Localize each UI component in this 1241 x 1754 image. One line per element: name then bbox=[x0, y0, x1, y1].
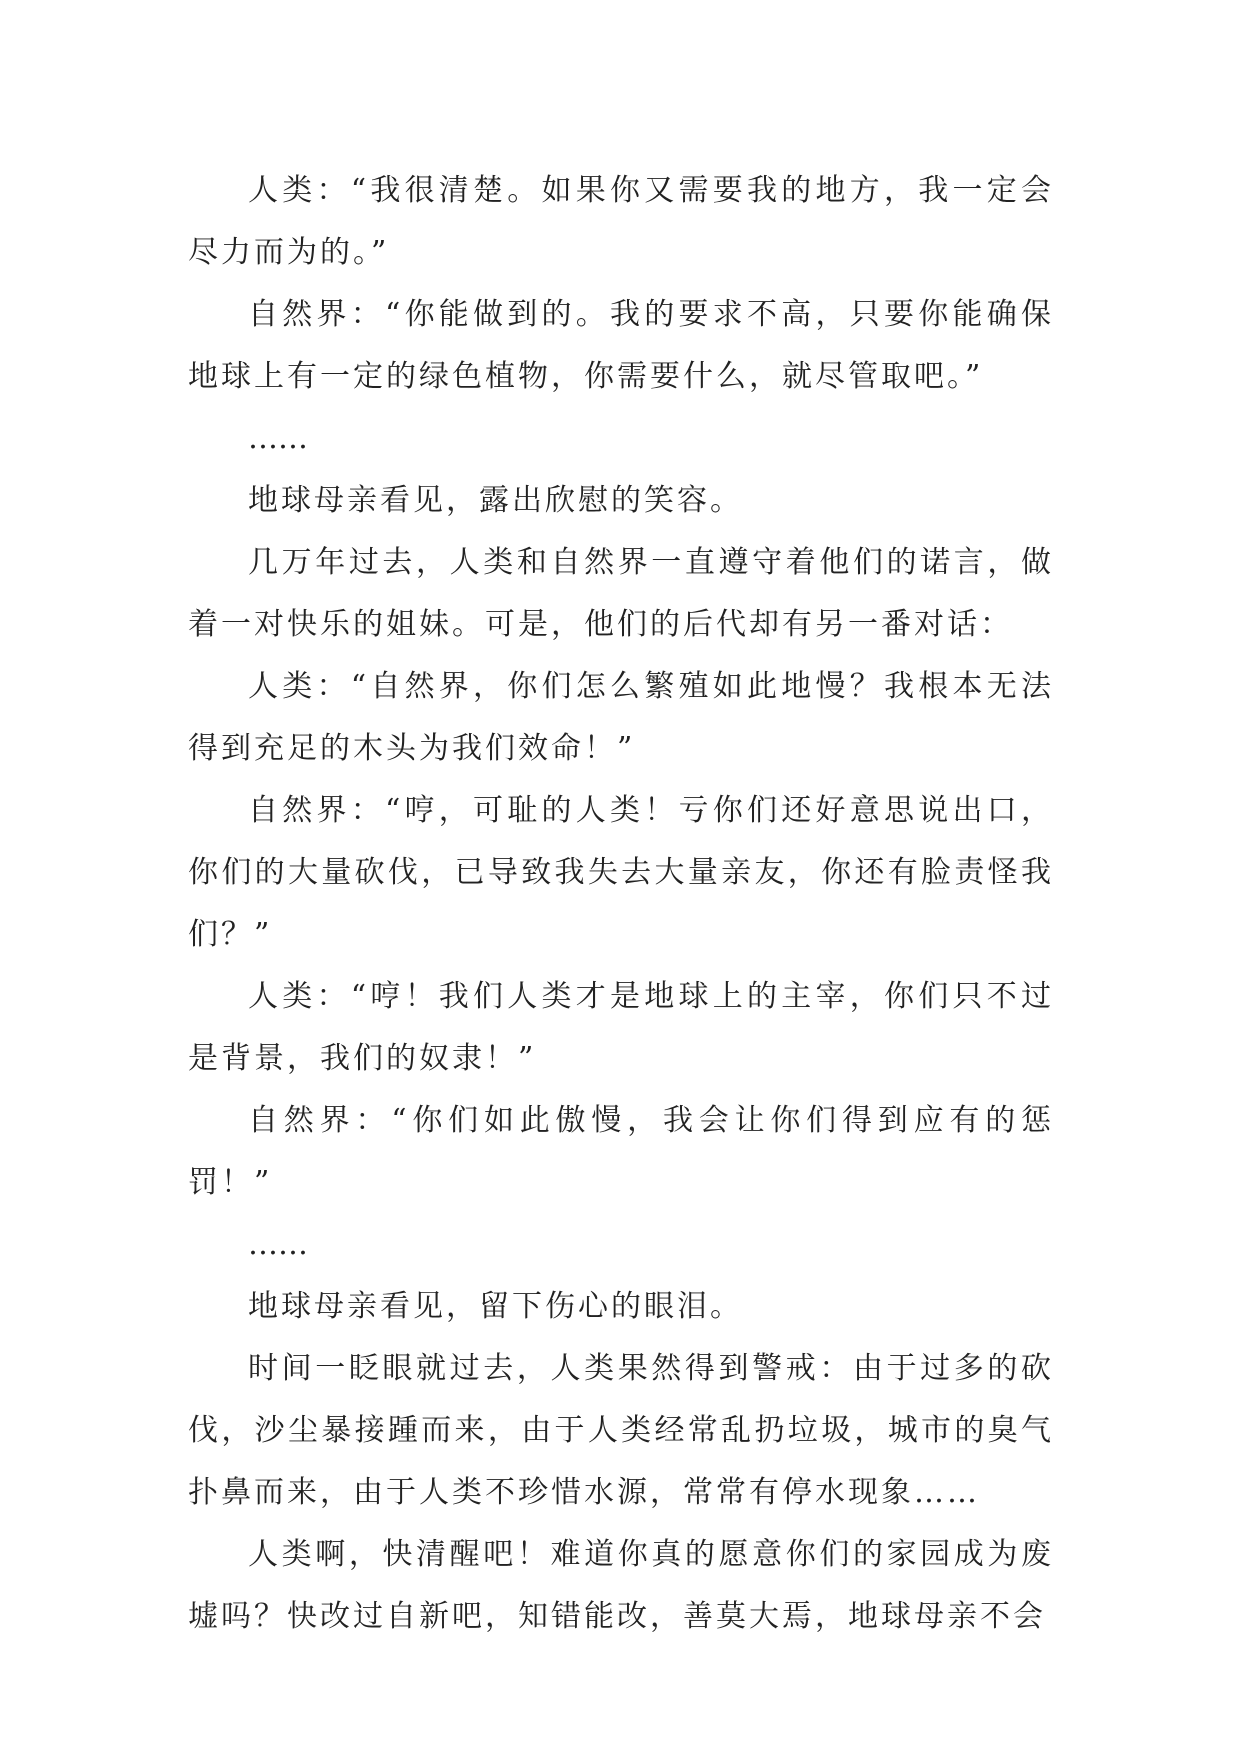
paragraph: 地球母亲看见，留下伤心的眼泪。 bbox=[248, 1289, 743, 1324]
paragraph: 地球母亲看见，露出欣慰的笑容。 bbox=[248, 483, 743, 518]
paragraph: 人类：“自然界，你们怎么繁殖如此地慢？我根本无法得到充足的木头为我们效命！” bbox=[188, 669, 1054, 766]
paragraph: 自然界：“哼，可耻的人类！亏你们还好意思说出口，你们的大量砍伐，已导致我失去大量亲友，你还有脸责怪我们？” bbox=[188, 793, 1054, 952]
paragraph: 自然界：“你们如此傲慢，我会让你们得到应有的惩罚！” bbox=[188, 1103, 1054, 1200]
paragraph: 人类：“哼！我们人类才是地球上的主宰，你们只不过是背景，我们的奴隶！” bbox=[188, 979, 1054, 1076]
paragraph: 人类啊，快清醒吧！难道你真的愿意你们的家园成为废墟吗？快改过自新吧，知错能改，善莫大焉，地球母亲不会 bbox=[188, 1537, 1054, 1634]
ellipsis-line: …… bbox=[248, 1227, 308, 1262]
paragraph: 人类：“我很清楚。如果你又需要我的地方，我一定会尽力而为的。” bbox=[188, 173, 1054, 270]
paragraph: 时间一眨眼就过去，人类果然得到警戒：由于过多的砍伐，沙尘暴接踵而来，由于人类经常乱扔垃圾，城市的臭气扑鼻而来，由于人类不珍惜水源，常常有停水现象…… bbox=[188, 1351, 1054, 1510]
paragraph: 自然界：“你能做到的。我的要求不高，只要你能确保地球上有一定的绿色植物，你需要什么，就尽管取吧。” bbox=[188, 297, 1054, 394]
ellipsis-line: …… bbox=[248, 421, 308, 456]
article-body bbox=[188, 160, 1054, 1648]
paragraph: 几万年过去，人类和自然界一直遵守着他们的诺言，做着一对快乐的姐妹。可是，他们的后代却有另一番对话： bbox=[188, 545, 1054, 642]
